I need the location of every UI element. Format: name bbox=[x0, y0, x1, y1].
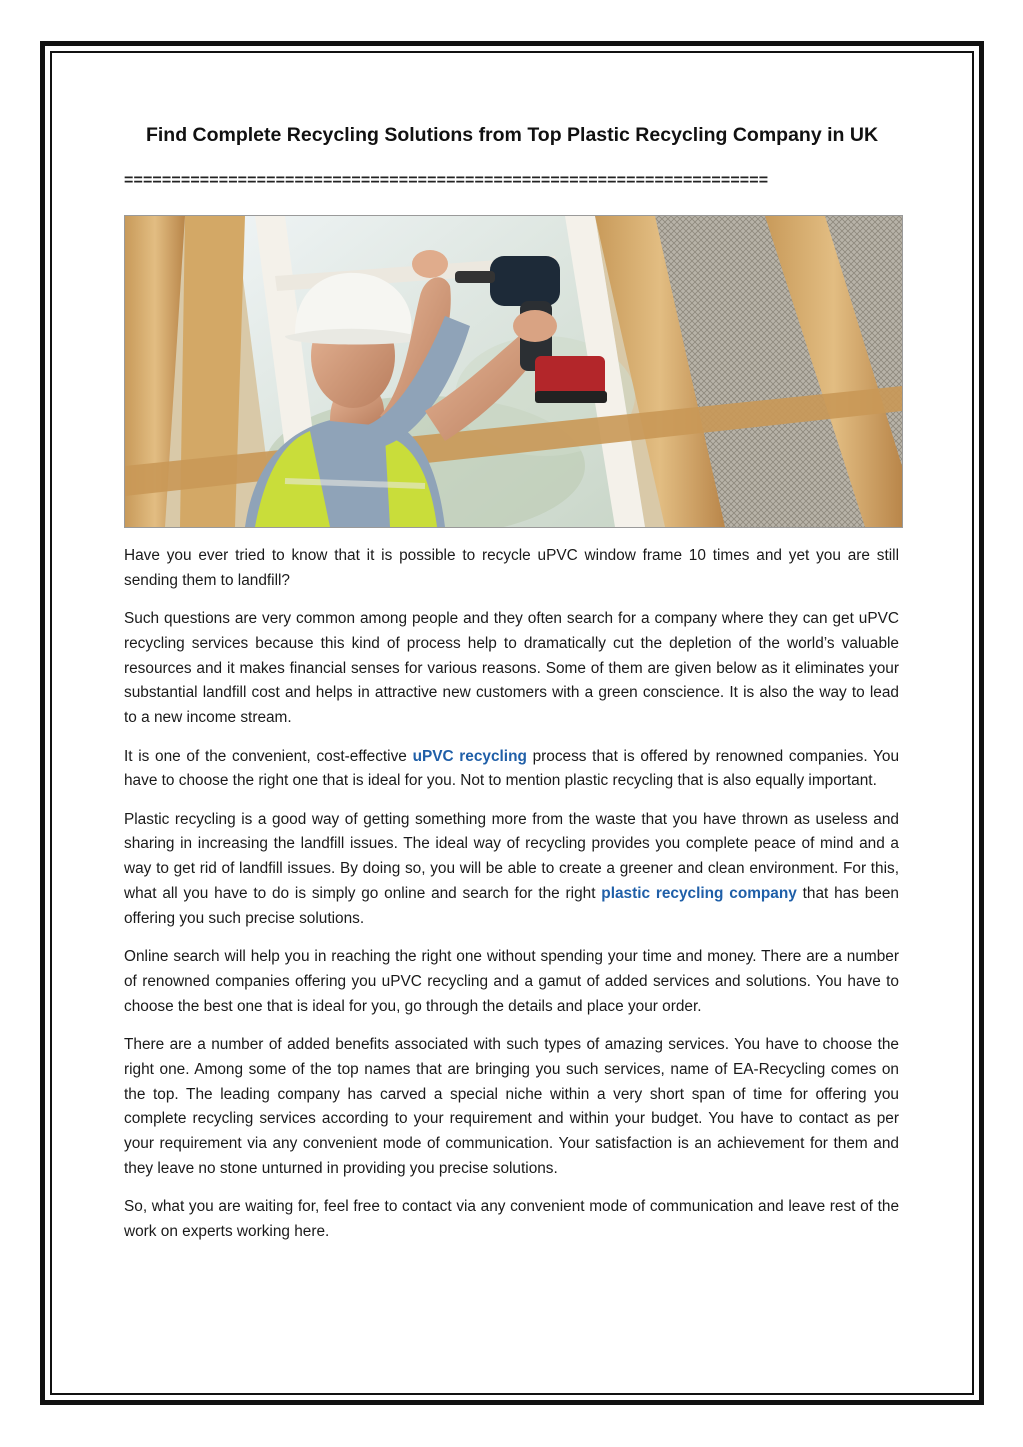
upvc-recycling-link[interactable]: uPVC recycling bbox=[412, 747, 527, 765]
plastic-recycling-company-link[interactable]: plastic recycling company bbox=[601, 885, 797, 903]
paragraph-7: So, what you are waiting for, feel free to contact via any convenient mode of communication and leave rest of the work on experts working here. bbox=[124, 1198, 899, 1241]
worker-photo bbox=[124, 215, 903, 528]
paragraph-3-text-before: It is one of the convenient, cost-effective bbox=[124, 747, 407, 765]
paragraph-4-text-before: Plastic recycling is a good way of getting something more from the waste that you have thrown as useless and sharing in increasing the landfill issues. The ideal way of recycling provides you complete peace of mind and a way to get rid of landfill issues. By doing so, you will be able to create a greener and clean environment. For this, what all you have to do is simply go online and search for the right bbox=[124, 810, 899, 903]
paragraph-3 bbox=[124, 745, 899, 795]
paragraph-3-text-after: process that is offered by renowned companies. You have to choose the right one that is ideal for you. Not to mention plastic recycling that is also equally important. bbox=[124, 747, 900, 790]
paragraph-2: Such questions are very common among people and they often search for a company where they can get uPVC recycling services because this kind of process help to dramatically cut the depletion of the world’s valuable resources and it makes financial senses for various reasons. Some of them are given below as it eliminates your substantial landfill cost and helps in attractive new customers with a green conscience. It is also the way to lead to a new income stream. bbox=[124, 610, 899, 727]
paragraph-6: There are a number of added benefits associated with such types of amazing services. You have to choose the right one. Among some of the top names that are bringing you such services, name of EA-Recycling comes on the top. The leading company has carved a special niche within a very short span of time for offering you complete recycling services according to your requirement and within your budget. You have to contact as per your requirement via any convenient mode of communication. Your satisfaction is an achievement for them and they leave no stone unturned in providing you precise solutions. bbox=[124, 1036, 899, 1178]
paragraph-5: Online search will help you in reaching the right one without spending your time and money. There are a number of renowned companies offering you uPVC recycling and a gamut of added services and solutions. You have to choose the best one that is ideal for you, go through the details and place your order. bbox=[124, 948, 899, 1015]
paragraph-1: Have you ever tried to know that it is possible to recycle uPVC window frame 10 times and yet you are still sending them to landfill? bbox=[124, 547, 899, 589]
worker-photo-icon bbox=[125, 216, 902, 527]
paragraph-4 bbox=[124, 808, 899, 932]
title-divider: ==================================================================== bbox=[124, 172, 769, 189]
article-body bbox=[124, 544, 899, 1258]
document-title: Find Complete Recycling Solutions from Top Plastic Recycling Company in UK bbox=[145, 124, 879, 146]
paragraph-4-text-after: that has been offering you such precise solutions. bbox=[124, 885, 899, 927]
